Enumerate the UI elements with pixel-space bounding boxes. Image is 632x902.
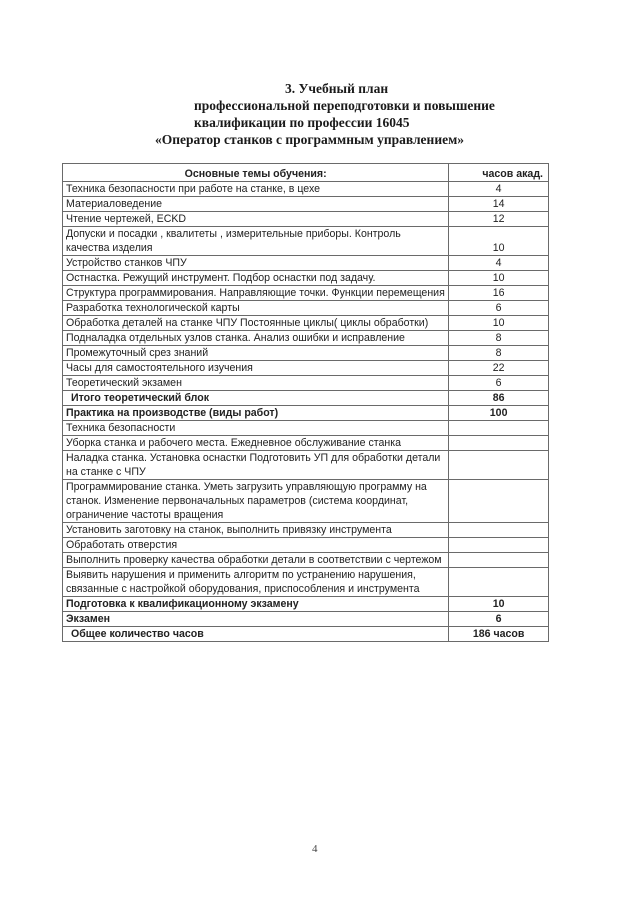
hours-cell: 10 [449, 597, 549, 612]
hours-cell [449, 480, 549, 523]
hours-cell: 10 [449, 271, 549, 286]
topic-cell: Обработать отверстия [63, 538, 449, 553]
hours-cell: 4 [449, 182, 549, 197]
table-row [63, 346, 549, 361]
table-header-row [63, 164, 549, 182]
hours-cell: 12 [449, 212, 549, 227]
hours-cell: 8 [449, 346, 549, 361]
topic-cell: Техника безопасности [63, 421, 449, 436]
table-row [63, 568, 549, 597]
topic-cell: Остнастка. Режущий инструмент. Подбор оснастки под задачу. [63, 271, 449, 286]
table-row [63, 286, 549, 301]
theory-total-row [63, 391, 549, 406]
topic-cell: Разработка технологической карты [63, 301, 449, 316]
hours-cell: 4 [449, 256, 549, 271]
topic-cell: Общее количество часов [63, 627, 449, 642]
exam-prep-row [63, 597, 549, 612]
hours-cell: 100 [449, 406, 549, 421]
heading-line-2: профессиональной переподготовки и повышение [194, 98, 495, 113]
table-row [63, 316, 549, 331]
topic-cell: Программирование станка. Уметь загрузить управляющую программу на станок. Изменение первоначальных параметров (система координат, ограничение частоты вращения [63, 480, 449, 523]
hours-cell: 6 [449, 376, 549, 391]
topic-cell: Допуски и посадки , квалитеты , измерительные приборы. Контроль качества изделия [63, 227, 449, 256]
table-row [63, 523, 549, 538]
topic-cell: Установить заготовку на станок, выполнить привязку инструмента [63, 523, 449, 538]
table-row [63, 421, 549, 436]
table-row [63, 376, 549, 391]
table-row [63, 361, 549, 376]
heading-profession: «Оператор станков с программным управлением» [155, 132, 465, 147]
table-row [63, 480, 549, 523]
topic-cell: Структура программирования. Направляющие точки. Функции перемещения [63, 286, 449, 301]
hours-cell [449, 421, 549, 436]
topic-cell: Выявить нарушения и применить алгоритм по устранению нарушения, связанные с настройкой оборудования, приспособления и инструмента [63, 568, 449, 597]
hours-cell: 6 [449, 612, 549, 627]
hours-cell [449, 436, 549, 451]
hours-cell: 8 [449, 331, 549, 346]
topic-cell: Выполнить проверку качества обработки детали в соответствии с чертежом [63, 553, 449, 568]
curriculum-table [62, 163, 549, 642]
exam-row [63, 612, 549, 627]
hours-cell: 16 [449, 286, 549, 301]
practice-row [63, 406, 549, 421]
hours-cell: 6 [449, 301, 549, 316]
grand-total-row [63, 627, 549, 642]
topic-cell: Подналадка отдельных узлов станка. Анализ ошибки и исправление [63, 331, 449, 346]
hours-cell: 22 [449, 361, 549, 376]
topic-cell: Уборка станка и рабочего места. Ежедневное обслуживание станка [63, 436, 449, 451]
table-row [63, 553, 549, 568]
table-row [63, 271, 549, 286]
hours-cell: 10 [449, 227, 549, 256]
header-topic: Основные темы обучения: [63, 164, 449, 182]
table-row [63, 538, 549, 553]
hours-cell: 10 [449, 316, 549, 331]
table-row [63, 331, 549, 346]
hours-cell [449, 451, 549, 480]
table-row [63, 256, 549, 271]
heading-line-3: квалификации по профессии 16045 [194, 115, 410, 130]
topic-cell: Устройство станков ЧПУ [63, 256, 449, 271]
hours-cell [449, 523, 549, 538]
hours-cell [449, 553, 549, 568]
header-hours: часов акад. [449, 164, 549, 182]
document-heading [0, 80, 632, 148]
topic-cell: Итого теоретический блок [63, 391, 449, 406]
topic-cell: Практика на производстве (виды работ) [63, 406, 449, 421]
section-title: 3. Учебный план [285, 81, 389, 96]
hours-cell: 186 часов [449, 627, 549, 642]
topic-cell: Техника безопасности при работе на станке, в цехе [63, 182, 449, 197]
topic-cell: Экзамен [63, 612, 449, 627]
table-row [63, 182, 549, 197]
page-number: 4 [312, 843, 318, 855]
topic-cell: Подготовка к квалификационному экзамену [63, 597, 449, 612]
topic-cell: Обработка деталей на станке ЧПУ Постоянные циклы( циклы обработки) [63, 316, 449, 331]
topic-cell: Теоретический экзамен [63, 376, 449, 391]
table-row [63, 197, 549, 212]
table-row [63, 451, 549, 480]
table-row [63, 301, 549, 316]
topic-cell: Промежуточный срез знаний [63, 346, 449, 361]
hours-cell: 14 [449, 197, 549, 212]
table-row [63, 227, 549, 256]
topic-cell: Наладка станка. Установка оснастки Подготовить УП для обработки детали на станке с ЧПУ [63, 451, 449, 480]
topic-cell: Часы для самостоятельного изучения [63, 361, 449, 376]
hours-cell [449, 568, 549, 597]
topic-cell: Чтение чертежей, ECKD [63, 212, 449, 227]
hours-cell: 86 [449, 391, 549, 406]
table-row [63, 212, 549, 227]
table-row [63, 436, 549, 451]
topic-cell: Материаловедение [63, 197, 449, 212]
hours-cell [449, 538, 549, 553]
